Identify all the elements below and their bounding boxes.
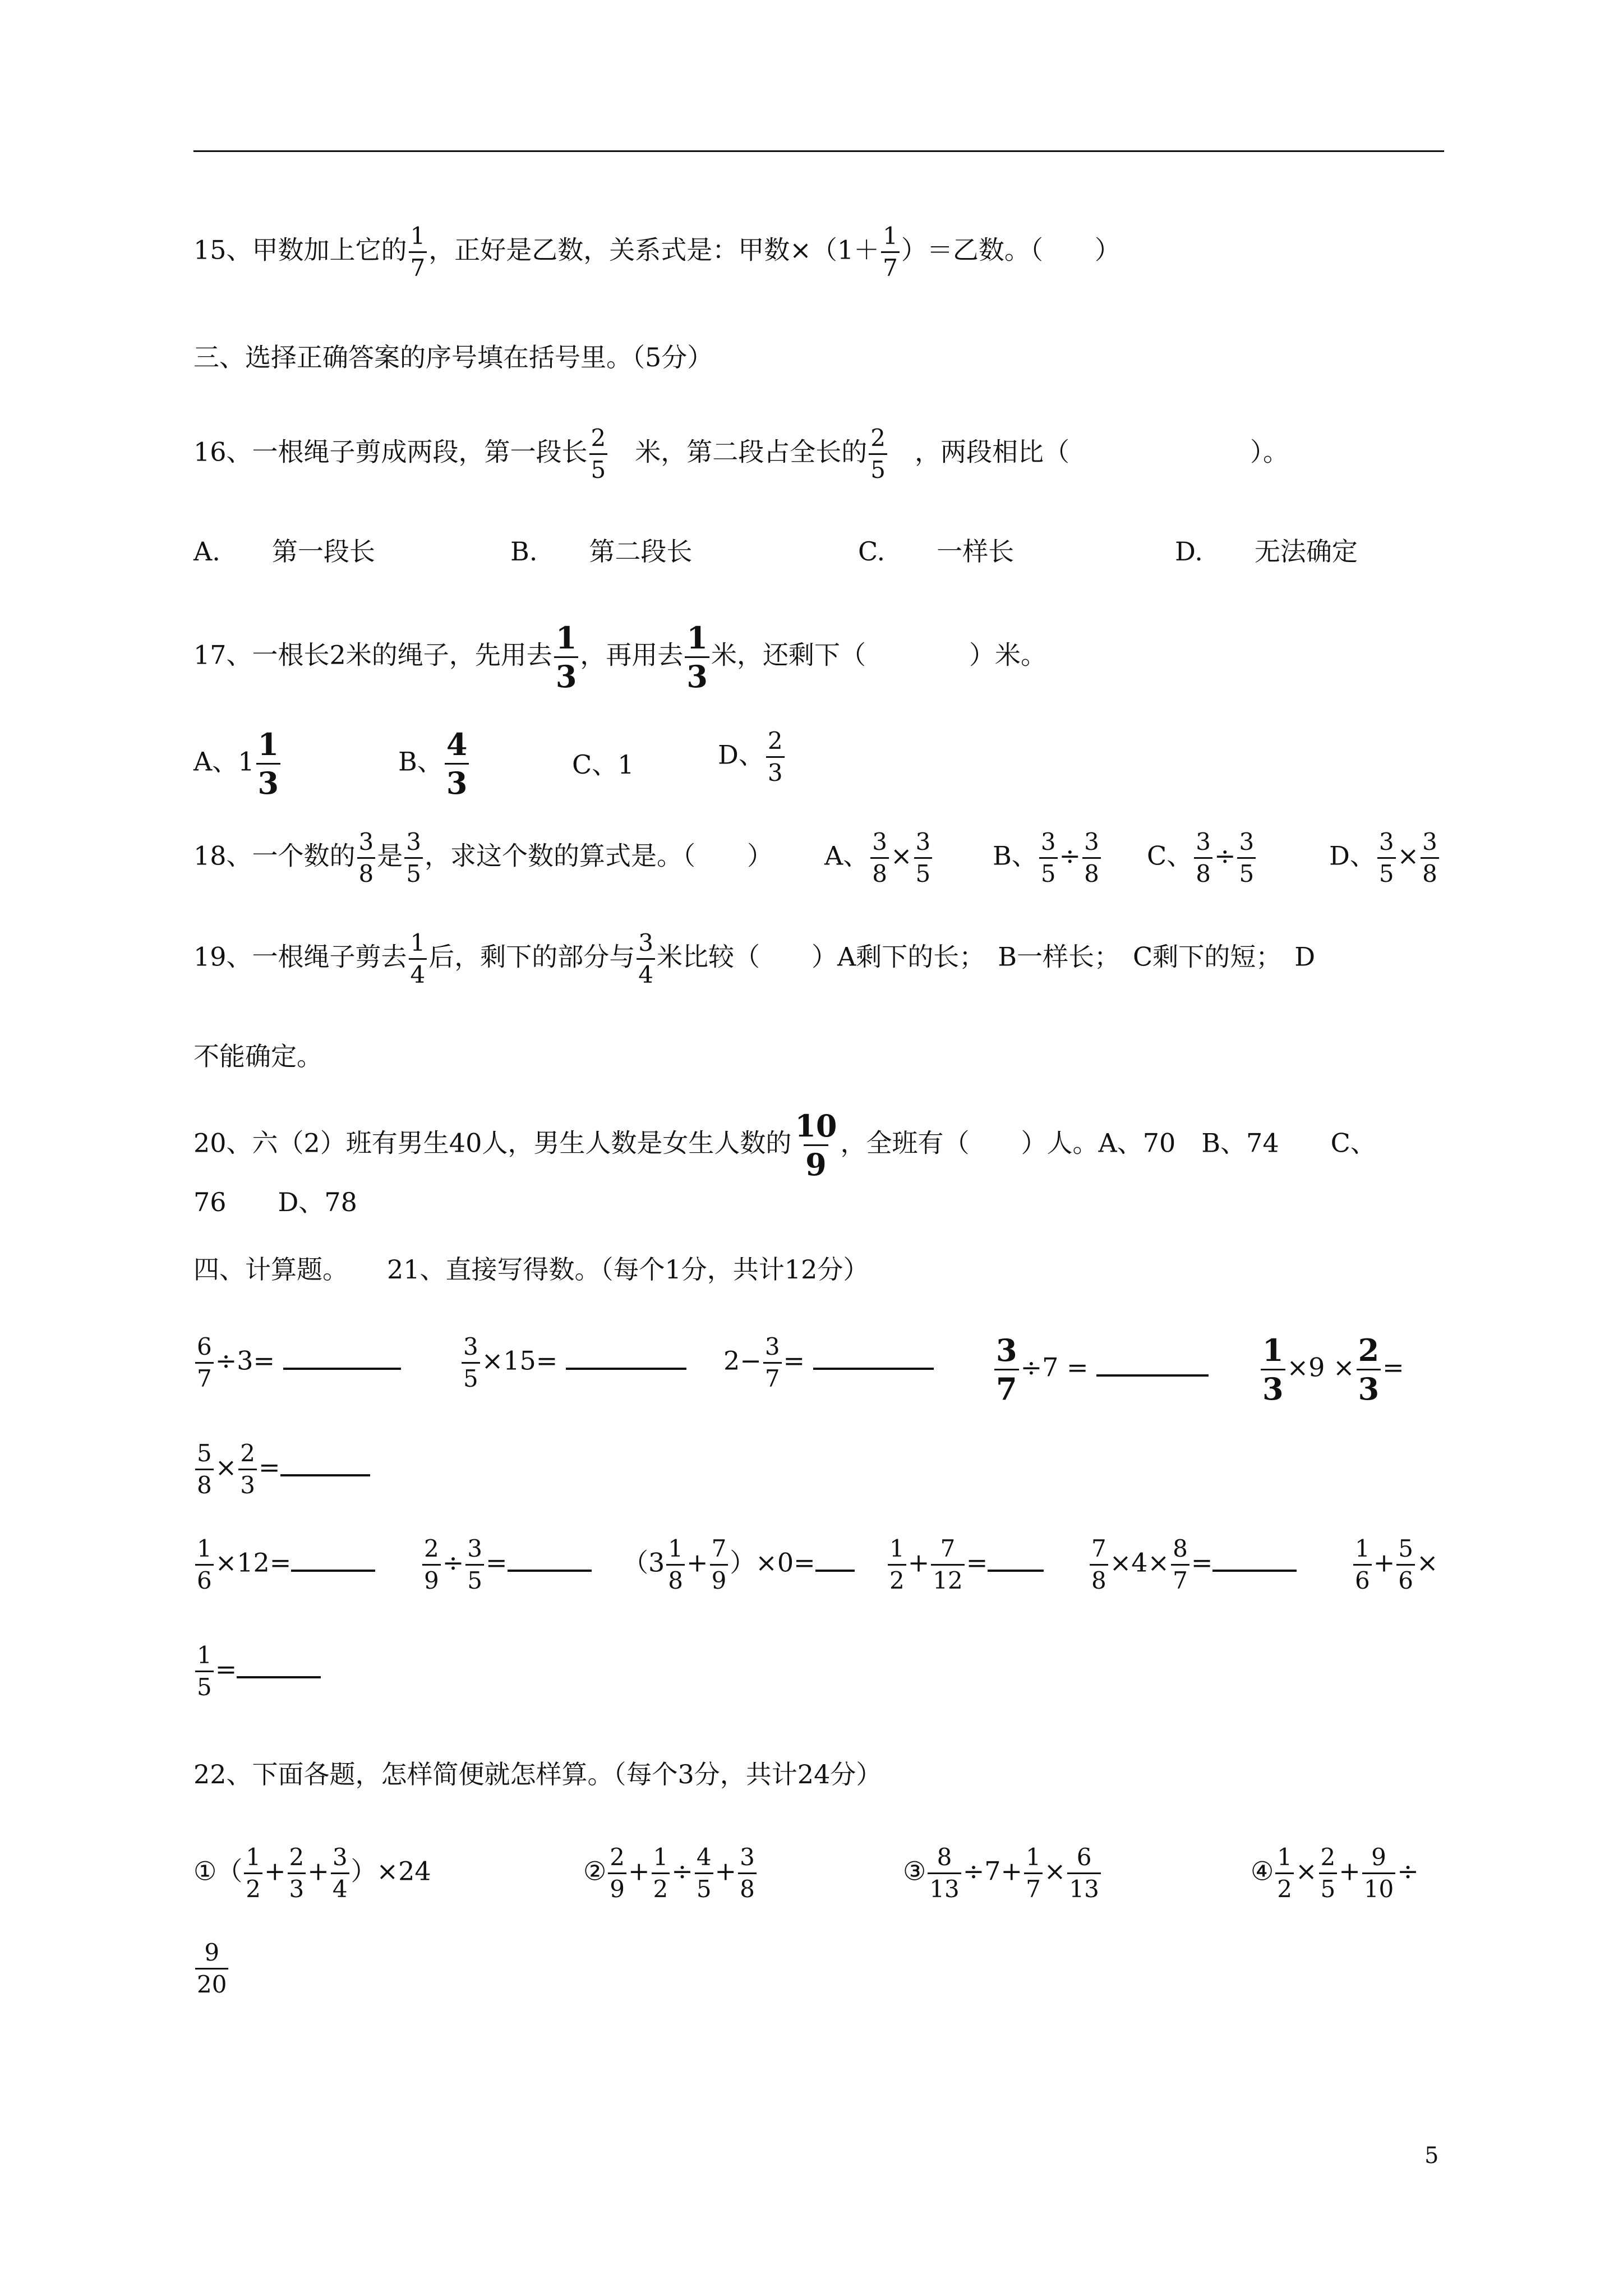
fraction: [256, 726, 281, 801]
text-segment: ×: [1417, 1547, 1438, 1578]
text-segment: ÷: [442, 1547, 464, 1578]
answer-blank: [1212, 1569, 1297, 1572]
fraction: [1237, 830, 1256, 886]
text-segment: （3: [623, 1547, 665, 1578]
q19-continuation: 不能确定。: [193, 1041, 322, 1071]
fraction: [652, 1843, 670, 1903]
answer-blank: [815, 1569, 855, 1572]
fraction-numerator: 3: [915, 828, 931, 855]
fraction-numerator: 1: [257, 726, 279, 762]
q17-option-a: [193, 726, 282, 801]
fraction-numerator: 5: [1398, 1535, 1414, 1562]
fraction-denominator: 5: [589, 453, 608, 482]
fraction: [554, 620, 579, 694]
fraction-denominator: 3: [1357, 1369, 1381, 1404]
q16-option-c: C. 一样长: [858, 536, 1015, 567]
fraction: [928, 1843, 961, 1903]
fraction-numerator: 5: [197, 1439, 212, 1467]
fraction: [409, 224, 427, 280]
text-segment: ×12=: [215, 1547, 292, 1578]
fraction-numerator: 8: [937, 1843, 952, 1871]
fraction: [244, 1843, 262, 1903]
fraction-numerator: 2: [870, 424, 886, 452]
fraction-numerator: 4: [446, 726, 468, 762]
q17-option-d: [718, 729, 786, 785]
fraction: [331, 1843, 349, 1903]
q17-option-c: C、1: [572, 749, 634, 780]
q17-option-b: [398, 726, 471, 801]
fraction-numerator: 2: [610, 1843, 625, 1871]
fraction-numerator: 2: [289, 1843, 305, 1871]
fraction-numerator: 3: [872, 828, 887, 855]
question-19: [193, 931, 1315, 987]
fraction-denominator: 2: [244, 1872, 262, 1901]
fraction-numerator: 1: [686, 620, 708, 656]
q22-problem-2: [583, 1843, 758, 1903]
fraction-numerator: 1: [883, 222, 898, 250]
q15-text-3: ）＝乙数。（ ）: [901, 234, 1121, 265]
fraction-denominator: 13: [1067, 1872, 1100, 1901]
fraction: [1067, 1843, 1100, 1903]
fraction-denominator: 7: [1171, 1564, 1189, 1593]
text-segment: 20、六（2）班有男生40人，男生人数是女生人数的: [193, 1128, 792, 1158]
fraction: [695, 1843, 713, 1903]
fraction: [793, 1108, 838, 1182]
fraction-numerator: 1: [889, 1535, 905, 1562]
fraction-numerator: 2: [1358, 1332, 1380, 1368]
section-4-heading: 四、计算题。 21、直接写得数。（每个1分，共计12分）: [193, 1254, 869, 1285]
text-segment: =: [259, 1452, 280, 1483]
answer-blank: [566, 1367, 686, 1370]
q16-option-a: A. 第一段长: [193, 536, 375, 567]
fraction: [422, 1537, 441, 1593]
fraction-numerator: 2: [424, 1535, 439, 1562]
fraction: [1024, 1843, 1043, 1903]
fraction-denominator: 20: [195, 1968, 228, 1996]
fraction-denominator: 9: [804, 1144, 828, 1180]
question-20: [193, 1108, 1376, 1182]
text-segment: ÷7+: [962, 1856, 1023, 1887]
text-segment: D、: [718, 739, 764, 770]
fraction-denominator: 3: [554, 656, 579, 692]
q20-continuation: 76 D、78: [193, 1187, 357, 1217]
fraction-denominator: 3: [256, 763, 281, 798]
fraction-denominator: 6: [1353, 1564, 1372, 1593]
q16-text-3: ，两段相比（ ）。: [889, 436, 1289, 467]
q16-option-b: B. 第二段长: [510, 536, 693, 567]
fraction-denominator: 8: [738, 1872, 757, 1901]
text-segment: ×15=: [481, 1345, 558, 1376]
fraction-denominator: 7: [1024, 1872, 1043, 1901]
text-segment: ÷: [1059, 840, 1081, 871]
fraction-denominator: 6: [1396, 1564, 1415, 1593]
fraction: [195, 1941, 228, 1996]
fraction-numerator: 3: [1378, 828, 1394, 855]
q16-text-1: 16、一根绳子剪成两段，第一段长: [193, 436, 588, 467]
fraction-denominator: 5: [462, 1362, 480, 1391]
fraction-denominator: 5: [695, 1872, 713, 1901]
answer-blank: [813, 1367, 934, 1370]
text-segment: ×: [215, 1452, 237, 1483]
fraction-denominator: 3: [238, 1469, 257, 1497]
fraction-denominator: 3: [685, 656, 709, 692]
fraction-denominator: 5: [914, 857, 933, 886]
fraction-numerator: 2: [591, 424, 606, 452]
fraction: [870, 830, 889, 886]
fraction-denominator: 9: [710, 1564, 728, 1593]
fraction-denominator: 8: [666, 1564, 685, 1593]
calc-7: [193, 1537, 375, 1593]
fraction-numerator: 3: [467, 1535, 483, 1562]
fraction-denominator: 7: [195, 1362, 214, 1391]
fraction-numerator: 6: [1076, 1843, 1092, 1871]
fraction: [608, 1843, 626, 1903]
fraction-numerator: 1: [197, 1535, 212, 1562]
fraction: [888, 1537, 906, 1593]
fraction-numerator: 1: [410, 222, 426, 250]
calc-1: [193, 1335, 401, 1391]
text-segment: +: [264, 1856, 286, 1887]
text-segment: 18、一个数的: [193, 840, 356, 871]
fraction-numerator: 1: [246, 1843, 261, 1871]
text-segment: +: [307, 1856, 329, 1887]
text-segment: ④: [1251, 1856, 1274, 1887]
text-segment: +: [686, 1547, 708, 1578]
calc-12: [1352, 1537, 1438, 1593]
fraction-numerator: 3: [406, 828, 422, 855]
q22-problem-4-cont: [193, 1941, 230, 1996]
fraction: [1396, 1537, 1415, 1593]
fraction-denominator: 9: [608, 1872, 626, 1901]
text-segment: =: [966, 1547, 988, 1578]
calc-8: [421, 1537, 592, 1593]
fraction: [195, 1439, 214, 1499]
fraction-denominator: 5: [1039, 857, 1058, 886]
fraction: [1377, 830, 1396, 886]
text-segment: B、: [398, 746, 443, 777]
fraction-numerator: 3: [332, 1843, 348, 1871]
calc-3: [723, 1335, 934, 1391]
text-segment: D、: [1329, 840, 1376, 871]
fraction-denominator: 5: [195, 1671, 214, 1699]
answer-blank: [280, 1474, 370, 1476]
question-22-heading: 22、下面各题，怎样简便就怎样算。（每个3分，共计24分）: [193, 1759, 882, 1789]
fraction: [409, 931, 427, 987]
text-segment: ，求这个数的算式是。（ ）: [425, 840, 773, 871]
text-segment: A、1: [193, 746, 255, 777]
fraction-numerator: 3: [1422, 828, 1437, 855]
fraction-numerator: 1: [668, 1535, 684, 1562]
text-segment: +: [1339, 1856, 1361, 1887]
answer-blank: [291, 1569, 375, 1572]
fraction-numerator: 3: [740, 1843, 755, 1871]
fraction-denominator: 3: [288, 1872, 306, 1901]
fraction-denominator: 3: [1261, 1369, 1285, 1404]
text-segment: ×: [1044, 1856, 1066, 1887]
text-segment: ÷: [1397, 1856, 1419, 1887]
fraction: [1261, 1332, 1285, 1407]
q22-problem-4: [1251, 1843, 1419, 1903]
fraction-denominator: 2: [1275, 1872, 1294, 1901]
fraction: [1421, 830, 1439, 886]
calc-6: [193, 1439, 370, 1499]
fraction-denominator: 7: [881, 251, 900, 280]
fraction-numerator: 8: [1173, 1535, 1188, 1562]
fraction: [589, 426, 608, 482]
fraction-denominator: 2: [888, 1564, 906, 1593]
calc-2: [460, 1335, 686, 1391]
header-rule: [193, 150, 1444, 152]
fraction-numerator: 3: [638, 929, 654, 956]
fraction: [738, 1843, 757, 1903]
fraction-numerator: 1: [653, 1843, 668, 1871]
fraction-numerator: 1: [1277, 1843, 1292, 1871]
text-segment: =: [486, 1547, 508, 1578]
question-18: [193, 830, 773, 886]
fraction: [914, 830, 933, 886]
text-segment: 是: [377, 840, 403, 871]
fraction-numerator: 1: [1026, 1843, 1041, 1871]
question-16: [193, 426, 1289, 482]
fraction: [685, 620, 709, 694]
fraction: [931, 1537, 964, 1593]
fraction-numerator: 3: [1040, 828, 1056, 855]
fraction-denominator: 12: [931, 1564, 964, 1593]
fraction-denominator: 5: [869, 453, 887, 482]
fraction: [637, 931, 655, 987]
fraction: [404, 830, 423, 886]
fraction-denominator: 8: [1194, 857, 1212, 886]
text-segment: =: [215, 1654, 237, 1685]
text-segment: +: [628, 1856, 650, 1887]
fraction: [445, 726, 469, 801]
text-segment: ③: [903, 1856, 926, 1887]
fraction-numerator: 2: [240, 1439, 256, 1467]
text-segment: ×: [890, 840, 912, 871]
fraction-numerator: 3: [463, 1333, 478, 1360]
fraction: [1090, 1537, 1108, 1593]
q18-option-a: [824, 830, 934, 886]
fraction-numerator: 7: [940, 1535, 956, 1562]
fraction-denominator: 7: [409, 251, 427, 280]
text-segment: ②: [583, 1856, 607, 1887]
fraction: [1353, 1537, 1372, 1593]
fraction: [1319, 1843, 1338, 1903]
fraction: [1362, 1843, 1395, 1903]
q18-option-d: [1329, 830, 1441, 886]
fraction-numerator: 6: [197, 1333, 212, 1360]
q16-text-2: 米，第二段占全长的: [609, 436, 868, 467]
calc-4: [993, 1332, 1209, 1407]
text-segment: =: [1382, 1352, 1404, 1383]
fraction-denominator: 7: [763, 1362, 782, 1391]
fraction: [195, 1641, 214, 1701]
text-segment: +: [714, 1856, 737, 1887]
fraction-denominator: 4: [409, 958, 427, 987]
q22-problem-3: [903, 1843, 1103, 1903]
fraction-numerator: 1: [1262, 1332, 1284, 1368]
q17-text-2: ，再用去: [580, 639, 684, 670]
q18-option-c: [1147, 830, 1257, 886]
q17-text-1: 17、一根长2米的绳子，先用去: [193, 639, 552, 670]
fraction-numerator: 2: [1320, 1843, 1336, 1871]
fraction-denominator: 3: [766, 756, 785, 785]
calc-9: [623, 1537, 855, 1593]
q22-problem-1: [193, 1843, 431, 1903]
text-segment: ×9 ×: [1287, 1352, 1355, 1383]
text-segment: 2−: [723, 1345, 762, 1376]
fraction: [1039, 830, 1058, 886]
fraction: [666, 1537, 685, 1593]
fraction-numerator: 1: [1355, 1535, 1370, 1562]
fraction: [462, 1335, 480, 1391]
fraction: [1082, 830, 1101, 886]
fraction-denominator: 5: [1319, 1872, 1338, 1901]
text-segment: 19、一根绳子剪去: [193, 941, 407, 972]
fraction-numerator: 7: [711, 1535, 727, 1562]
fraction-denominator: 5: [1377, 857, 1396, 886]
page-number: 5: [1424, 2143, 1439, 2169]
answer-blank: [1096, 1374, 1209, 1377]
text-segment: ÷: [1214, 840, 1236, 871]
fraction-denominator: 6: [195, 1564, 214, 1593]
text-segment: ×: [1397, 840, 1419, 871]
answer-blank: [283, 1367, 401, 1370]
q17-text-3: 米，还剩下（ ）米。: [711, 639, 1046, 670]
fraction-denominator: 4: [637, 958, 655, 987]
fraction-denominator: 5: [404, 857, 423, 886]
text-segment: C、: [1147, 840, 1193, 871]
text-segment: ×: [1295, 1856, 1317, 1887]
fraction-numerator: 1: [410, 929, 426, 956]
text-segment: ）×24: [351, 1856, 431, 1887]
fraction: [869, 426, 887, 482]
q15-text-2: ，正好是乙数，关系式是：甲数×（1＋: [428, 234, 880, 265]
fraction: [766, 729, 785, 785]
fraction-denominator: 8: [1090, 1564, 1108, 1593]
fraction: [195, 1537, 214, 1593]
text-segment: =: [1191, 1547, 1213, 1578]
text-segment: +: [1373, 1547, 1395, 1578]
fraction-numerator: 3: [1239, 828, 1255, 855]
fraction: [994, 1332, 1019, 1407]
text-segment: ÷: [671, 1856, 693, 1887]
fraction: [763, 1335, 782, 1391]
fraction-denominator: 8: [1082, 857, 1101, 886]
fraction-numerator: 7: [1091, 1535, 1106, 1562]
fraction-numerator: 9: [1371, 1843, 1386, 1871]
text-segment: =: [783, 1345, 805, 1376]
calc-12-cont: [193, 1641, 321, 1701]
fraction-numerator: 3: [1196, 828, 1211, 855]
question-17: [193, 620, 1046, 694]
text-segment: 后，剩下的部分与: [428, 941, 635, 972]
fraction-denominator: 8: [195, 1469, 214, 1497]
fraction-numerator: 1: [197, 1641, 212, 1669]
fraction: [710, 1537, 728, 1593]
fraction: [465, 1537, 484, 1593]
fraction-denominator: 3: [445, 763, 469, 798]
text-segment: ，全班有（ ）人。A、70 B、74 C、: [840, 1128, 1376, 1158]
question-15: [193, 224, 1121, 280]
text-segment: ①（: [193, 1856, 243, 1887]
fraction: [1194, 830, 1212, 886]
section-3-heading: 三、选择正确答案的序号填在括号里。（5分）: [193, 342, 713, 372]
calc-10: [886, 1537, 1044, 1593]
fraction: [1275, 1843, 1294, 1903]
fraction-numerator: 3: [996, 1332, 1017, 1368]
fraction-denominator: 7: [994, 1369, 1019, 1404]
fraction: [1171, 1537, 1189, 1593]
fraction-denominator: 8: [1421, 857, 1439, 886]
answer-blank: [508, 1569, 592, 1572]
calc-5: [1259, 1332, 1404, 1407]
q16-option-d: D. 无法确定: [1175, 536, 1358, 567]
text-segment: +: [907, 1547, 930, 1578]
calc-11: [1088, 1537, 1297, 1593]
fraction-numerator: 10: [795, 1108, 837, 1144]
fraction-denominator: 8: [870, 857, 889, 886]
fraction-numerator: 3: [358, 828, 374, 855]
answer-blank: [988, 1569, 1044, 1572]
answer-blank: [237, 1676, 321, 1678]
text-segment: B、: [993, 840, 1038, 871]
fraction-numerator: 3: [1084, 828, 1099, 855]
q18-option-b: [993, 830, 1103, 886]
fraction-numerator: 4: [696, 1843, 712, 1871]
fraction-denominator: 9: [422, 1564, 441, 1593]
fraction-numerator: 3: [764, 1333, 780, 1360]
fraction-denominator: 2: [652, 1872, 670, 1901]
q15-text-1: 15、甲数加上它的: [193, 234, 407, 265]
fraction-numerator: 1: [555, 620, 577, 656]
fraction-numerator: 9: [204, 1939, 220, 1966]
text-segment: A、: [824, 840, 869, 871]
fraction-denominator: 4: [331, 1872, 349, 1901]
fraction-denominator: 8: [357, 857, 376, 886]
fraction: [195, 1335, 214, 1391]
fraction-denominator: 10: [1362, 1872, 1395, 1901]
fraction-denominator: 5: [465, 1564, 484, 1593]
fraction: [357, 830, 376, 886]
fraction: [881, 224, 900, 280]
text-segment: ×4×: [1109, 1547, 1170, 1578]
fraction-numerator: 2: [767, 727, 783, 754]
fraction-denominator: 5: [1237, 857, 1256, 886]
text-segment: 米比较（ ）A剩下的长； B一样长； C剩下的短； D: [657, 941, 1316, 972]
fraction: [238, 1439, 257, 1499]
fraction: [288, 1843, 306, 1903]
fraction: [1357, 1332, 1381, 1407]
fraction-denominator: 13: [928, 1872, 961, 1901]
text-segment: ）×0=: [730, 1547, 815, 1578]
text-segment: ÷3=: [215, 1345, 275, 1376]
text-segment: ÷7 =: [1020, 1352, 1089, 1383]
